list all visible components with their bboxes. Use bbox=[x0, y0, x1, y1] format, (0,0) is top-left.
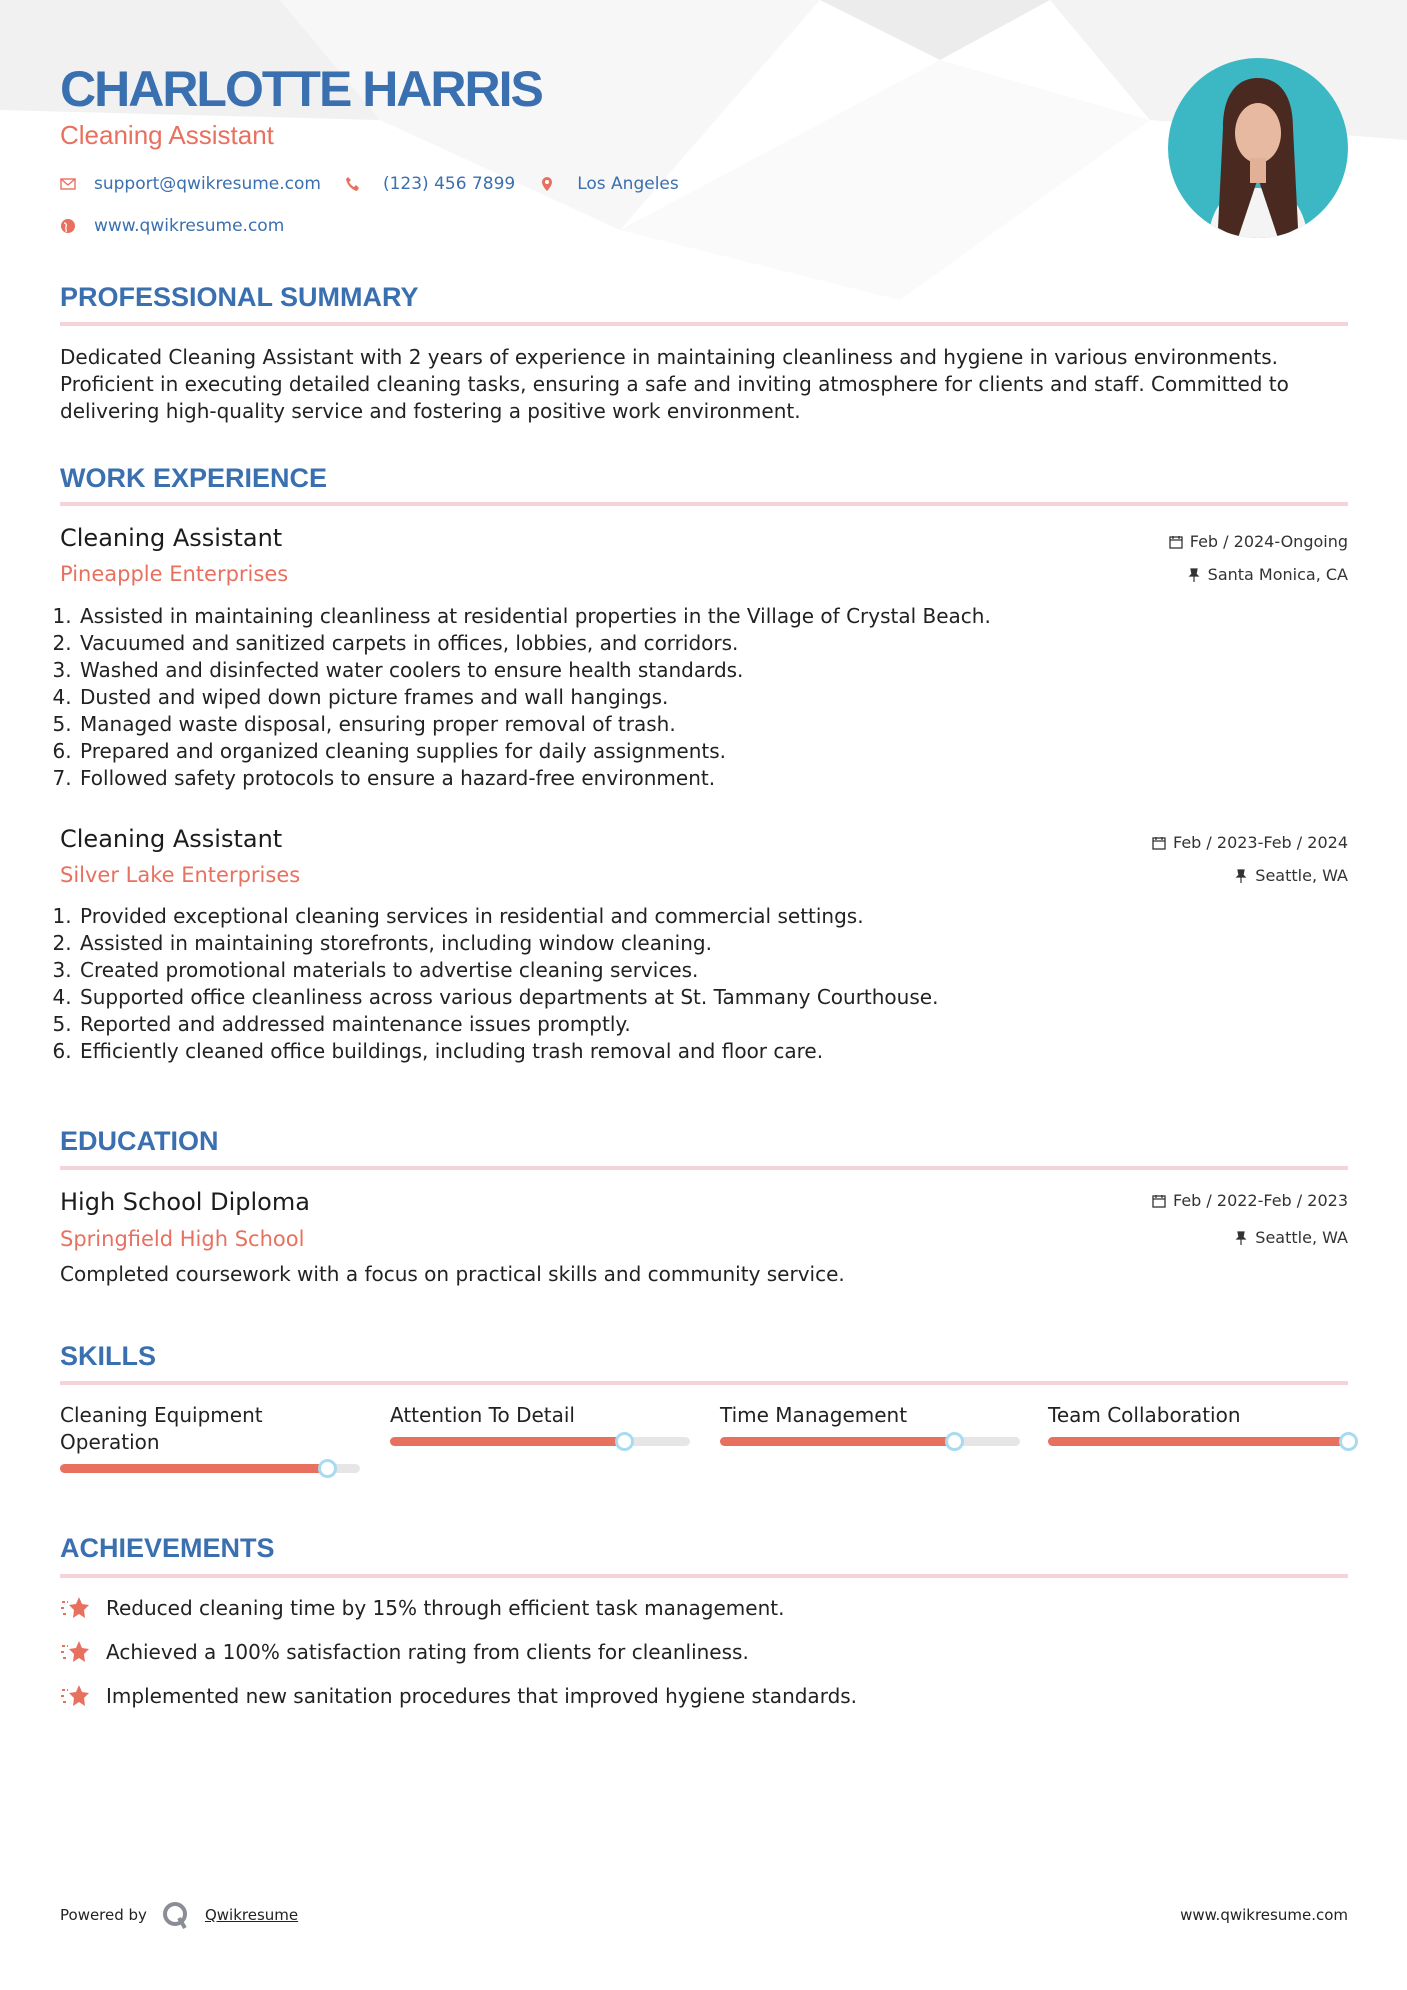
list-item: 6. Efficiently cleaned office buildings, including trash removal and floor care. bbox=[78, 1038, 1338, 1065]
contact-row bbox=[60, 174, 679, 194]
list-item: 4. Dusted and wiped down picture frames and wall hangings. bbox=[78, 684, 1338, 711]
skill-bar bbox=[720, 1437, 1020, 1446]
phone-number: (123) 456 7899 bbox=[382, 174, 516, 194]
skill-bar-fill bbox=[390, 1437, 624, 1446]
achievements-heading: ACHIEVEMENTS bbox=[60, 1533, 275, 1563]
education-location bbox=[1234, 1228, 1348, 1247]
skills-heading: SKILLS bbox=[60, 1341, 157, 1371]
skill-bar-knob bbox=[1339, 1432, 1358, 1451]
list-item: 3. Washed and disinfected water coolers to ensure health standards. bbox=[78, 657, 1338, 684]
qwikresume-logo-icon bbox=[161, 1900, 191, 1930]
education-heading: EDUCATION bbox=[60, 1126, 219, 1156]
list-item: 1. Provided exceptional cleaning services in residential and commercial settings. bbox=[78, 903, 1338, 930]
footer-brand bbox=[60, 1900, 298, 1930]
brand-link[interactable]: Qwikresume bbox=[204, 1906, 299, 1924]
skill-bar-fill bbox=[1048, 1437, 1348, 1446]
skill-name: Time Management bbox=[720, 1403, 908, 1427]
job-company: Silver Lake Enterprises bbox=[60, 863, 301, 887]
skill-bar-knob bbox=[945, 1432, 964, 1451]
calendar-icon bbox=[1152, 836, 1166, 850]
skill-name: Team Collaboration bbox=[1048, 1403, 1241, 1427]
footer-website: www.qwikresume.com bbox=[1180, 1906, 1348, 1924]
list-item: 3. Created promotional materials to advertise cleaning services. bbox=[78, 957, 1338, 984]
skill-bar-fill bbox=[60, 1464, 327, 1473]
job-title: Cleaning Assistant bbox=[60, 524, 283, 552]
skill-item bbox=[60, 1402, 360, 1473]
job-bullets bbox=[78, 603, 1338, 792]
pin-icon bbox=[1234, 869, 1248, 883]
candidate-title: Cleaning Assistant bbox=[60, 120, 274, 150]
job-dates bbox=[1152, 833, 1348, 852]
job-dates bbox=[1169, 532, 1348, 551]
powered-by-label: Powered by bbox=[60, 1906, 147, 1924]
divider bbox=[60, 1166, 1348, 1170]
candidate-name: CHARLOTTE HARRIS bbox=[60, 61, 542, 117]
skill-item bbox=[1048, 1402, 1348, 1446]
achievement-item bbox=[60, 1682, 857, 1710]
achievement-text: Implemented new sanitation procedures that improved hygiene standards. bbox=[106, 1684, 858, 1708]
education-dates bbox=[1152, 1191, 1348, 1210]
achievement-text: Reduced cleaning time by 15% through efficient task management. bbox=[106, 1596, 785, 1620]
globe-icon bbox=[60, 218, 76, 234]
star-icon bbox=[60, 1682, 92, 1710]
location-text: Seattle, WA bbox=[1255, 1228, 1348, 1247]
calendar-icon bbox=[1169, 535, 1183, 549]
skill-bar bbox=[390, 1437, 690, 1446]
list-item: 7. Followed safety protocols to ensure a hazard-free environment. bbox=[78, 765, 1338, 792]
website-row bbox=[60, 216, 284, 236]
skill-bar bbox=[1048, 1437, 1348, 1446]
job-company: Pineapple Enterprises bbox=[60, 562, 289, 586]
list-item: 2. Vacuumed and sanitized carpets in offices, lobbies, and corridors. bbox=[78, 630, 1338, 657]
pin-icon bbox=[1234, 1231, 1248, 1245]
divider bbox=[60, 1574, 1348, 1578]
calendar-icon bbox=[1152, 1194, 1166, 1208]
skill-name: Attention To Detail bbox=[390, 1403, 575, 1427]
dates-text: Feb / 2022-Feb / 2023 bbox=[1173, 1191, 1348, 1210]
star-icon bbox=[60, 1638, 92, 1666]
pin-icon bbox=[1187, 568, 1201, 582]
skill-bar-knob bbox=[318, 1459, 337, 1478]
phone-icon bbox=[345, 176, 361, 192]
skill-bar bbox=[60, 1464, 360, 1473]
summary-heading: PROFESSIONAL SUMMARY bbox=[60, 282, 419, 312]
star-icon bbox=[60, 1594, 92, 1622]
website-link[interactable]: www.qwikresume.com bbox=[94, 216, 285, 236]
list-item: 1. Assisted in maintaining cleanliness at residential properties in the Village of Crystal Beach. bbox=[78, 603, 1338, 630]
skill-name: Cleaning Equipment Operation bbox=[60, 1403, 263, 1454]
list-item: 2. Assisted in maintaining storefronts, including window cleaning. bbox=[78, 930, 1338, 957]
email-icon bbox=[60, 176, 76, 192]
dates-text: Feb / 2023-Feb / 2024 bbox=[1173, 833, 1348, 852]
skill-item bbox=[390, 1402, 690, 1446]
dates-text: Feb / 2024-Ongoing bbox=[1189, 532, 1348, 551]
list-item: 6. Prepared and organized cleaning supplies for daily assignments. bbox=[78, 738, 1338, 765]
job-bullets bbox=[78, 903, 1338, 1065]
divider bbox=[60, 1381, 1348, 1385]
divider bbox=[60, 322, 1348, 326]
email-link[interactable]: support@qwikresume.com bbox=[94, 174, 321, 194]
list-item: 4. Supported office cleanliness across various departments at St. Tammany Courthouse. bbox=[78, 984, 1338, 1011]
profile-photo bbox=[1168, 58, 1348, 238]
location-text: Seattle, WA bbox=[1255, 866, 1348, 885]
experience-heading: WORK EXPERIENCE bbox=[60, 463, 328, 493]
location-pin-icon bbox=[539, 176, 555, 192]
degree: High School Diploma bbox=[60, 1188, 310, 1216]
list-item: 5. Managed waste disposal, ensuring proper removal of trash. bbox=[78, 711, 1338, 738]
achievement-item bbox=[60, 1638, 749, 1666]
divider bbox=[60, 502, 1348, 506]
achievement-text: Achieved a 100% satisfaction rating from clients for cleanliness. bbox=[106, 1640, 749, 1664]
school: Springfield High School bbox=[60, 1227, 305, 1251]
job-location bbox=[1234, 866, 1348, 885]
job-title: Cleaning Assistant bbox=[60, 825, 283, 853]
job-location bbox=[1187, 565, 1348, 584]
location-text: Santa Monica, CA bbox=[1207, 565, 1348, 584]
skill-item bbox=[720, 1402, 1020, 1446]
skill-bar-knob bbox=[615, 1432, 634, 1451]
achievement-item bbox=[60, 1594, 784, 1622]
summary-text: Dedicated Cleaning Assistant with 2 years of experience in maintaining cleanliness and hygiene in various environments. Proficient in executing detailed cleaning tasks, ensuring a safe and inviting atmosphere for clients and staff. Committed to delivering high-quality service and fostering a positive work environment. bbox=[60, 345, 1289, 423]
education-description: Completed coursework with a focus on practical skills and community service. bbox=[60, 1262, 845, 1286]
location: Los Angeles bbox=[577, 174, 679, 194]
skill-bar-fill bbox=[720, 1437, 954, 1446]
list-item: 5. Reported and addressed maintenance issues promptly. bbox=[78, 1011, 1338, 1038]
